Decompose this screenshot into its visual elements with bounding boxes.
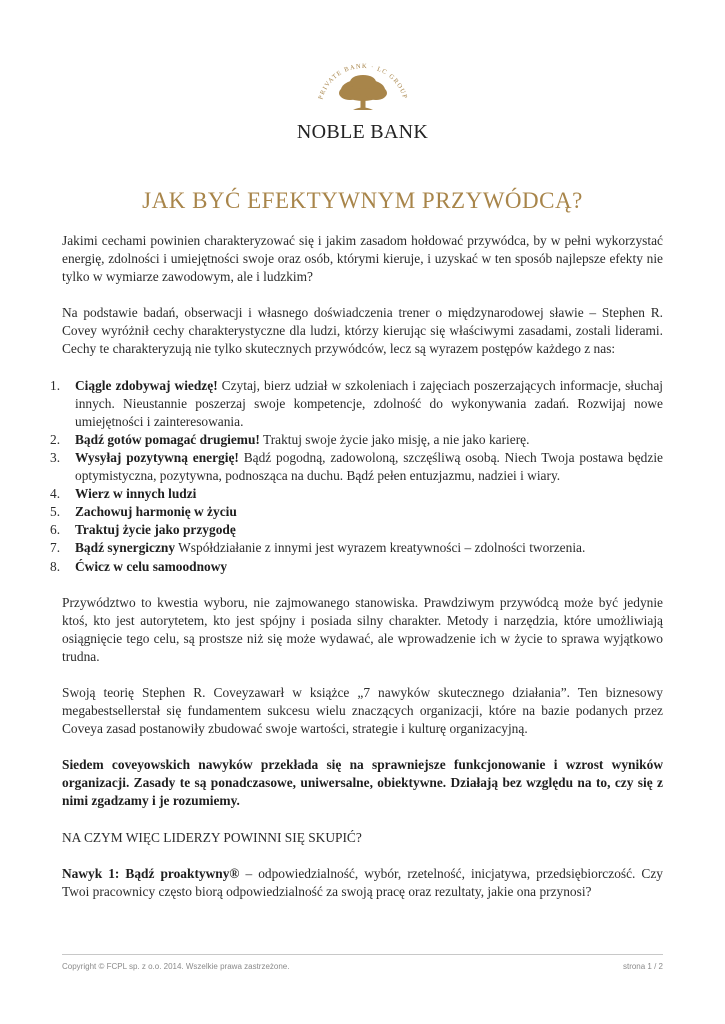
- list-item: 7. Bądź synergiczny Współdziałanie z innymi jest wyrazem kreatywności – zdolności tworzenia.: [50, 540, 586, 556]
- habit-1-paragraph: Nawyk 1: Bądź proaktywny® – odpowiedzialność, wybór, rzetelność, inicjatywa, przedsiębiorczość. Czy Twoi pracownicy często biorą odpowiedzialność za swoją pracę oraz rezultaty, jakie ona przynosi?: [62, 865, 663, 899]
- footer-divider: [62, 954, 663, 955]
- list-item: 6. Traktuj życie jako przygodę: [50, 522, 236, 538]
- habits-summary-paragraph: Siedem coveyowskich nawyków przekłada się na sprawniejsze funkcjonowanie i wzrost wyników organizacji. Zasady te są ponadczasowe, uniwersalne, obiektywne. Działają bez względu na to, czy się z nimi zgadzamy i je rozumiemy.: [62, 757, 663, 809]
- list-item: 2. Bądź gotów pomagać drugiemu! Traktuj swoje życie jako misję, a nie jako karierę.: [50, 431, 530, 447]
- brand-name: NOBLE BANK: [296, 121, 429, 143]
- traits-list: [50, 377, 663, 576]
- list-item: 4. Wierz w innych ludzi: [50, 486, 197, 502]
- page-title: JAK BYĆ EFEKTYWNYM PRZYWÓDCĄ?: [142, 188, 583, 213]
- list-item: 5. Zachowuj harmonię w życiu: [50, 504, 237, 520]
- leadership-paragraph: Przywództwo to kwestia wyboru, nie zajmowanego stanowiska. Prawdziwym przywódcą może być jedynie ktoś, kto jest autorytetem, kto jest spójny i posiada silny charakter. Metody i narzędzia, które umożliwiają osiągnięcie tego celu, są prostsze niż się może wydawać, ale wprowadzenie ich w życie to sprawa wyjątkowo trudna.: [62, 594, 663, 664]
- intro-paragraph: Jakimi cechami powinien charakteryzować się i jakim zasadom hołdować przywódca, by w pełni wykorzystać energię, zdolności i umiejętności swoje oraz osób, którymi kieruje, i uzyskać w ten sposób najlepsze efekty nie tylko w wymiarze zawodowym, ale i ludzkim?: [62, 233, 663, 285]
- book-paragraph: Swoją teorię Stephen R. Coveyzawarł w książce „7 nawyków skutecznego działania”. Ten biznesowy megabestsellerstał się fundamentem sukcesu wielu znaczących organizacji, które na bazie podanych przez Coveya zasad postanowiły zbudować swoje wartości, strategie i kulturę organizacyjną.: [62, 684, 663, 737]
- section-heading: NA CZYM WIĘC LIDERZY POWINNI SIĘ SKUPIĆ?: [62, 829, 362, 845]
- document-body: [50, 232, 663, 901]
- list-item: 8. Ćwicz w celu samoodnowy: [50, 558, 228, 574]
- covey-paragraph: Na podstawie badań, obserwacji i własnego doświadczenia trener o międzynarodowej sławie – Stephen R. Covey wyróżnił cechy charakterystyczne dla ludzi, którzy kierując się właściwymi zasadami, zostali liderami. Cechy te charakteryzują nie tylko skutecznych przywódców, lecz są wyrazem postępów każdego z nas:: [62, 305, 663, 357]
- footer: [62, 962, 663, 971]
- list-item: 3. Wysyłaj pozytywną energię! Bądź pogodną, zadowoloną, szczęśliwą osobą. Niech Twoja postawa będzie optymistyczna, pozytywna, podnosząca na duchu. Bądź pełen entuzjazmu, nadziei i wiary.: [50, 449, 663, 484]
- oak-tree-logo-icon: [303, 58, 423, 120]
- list-item: 1. Ciągle zdobywaj wiedzę! Czytaj, bierz udział w szkoleniach i zajęciach poszerzających informacje, słuchaj innych. Nieustannie poszerzaj swoje kompetencje, zdolność do wykonywania zadań. Rozwijaj nowe umiejętności i zainteresowania.: [50, 377, 663, 429]
- logo-arc-text: PRIVATE BANK · LC GROUP: [316, 62, 409, 101]
- page-number: strona 1 / 2: [622, 962, 663, 971]
- copyright-text: Copyright © FCPL sp. z o.o. 2014. Wszelkie prawa zastrzeżone.: [62, 962, 290, 971]
